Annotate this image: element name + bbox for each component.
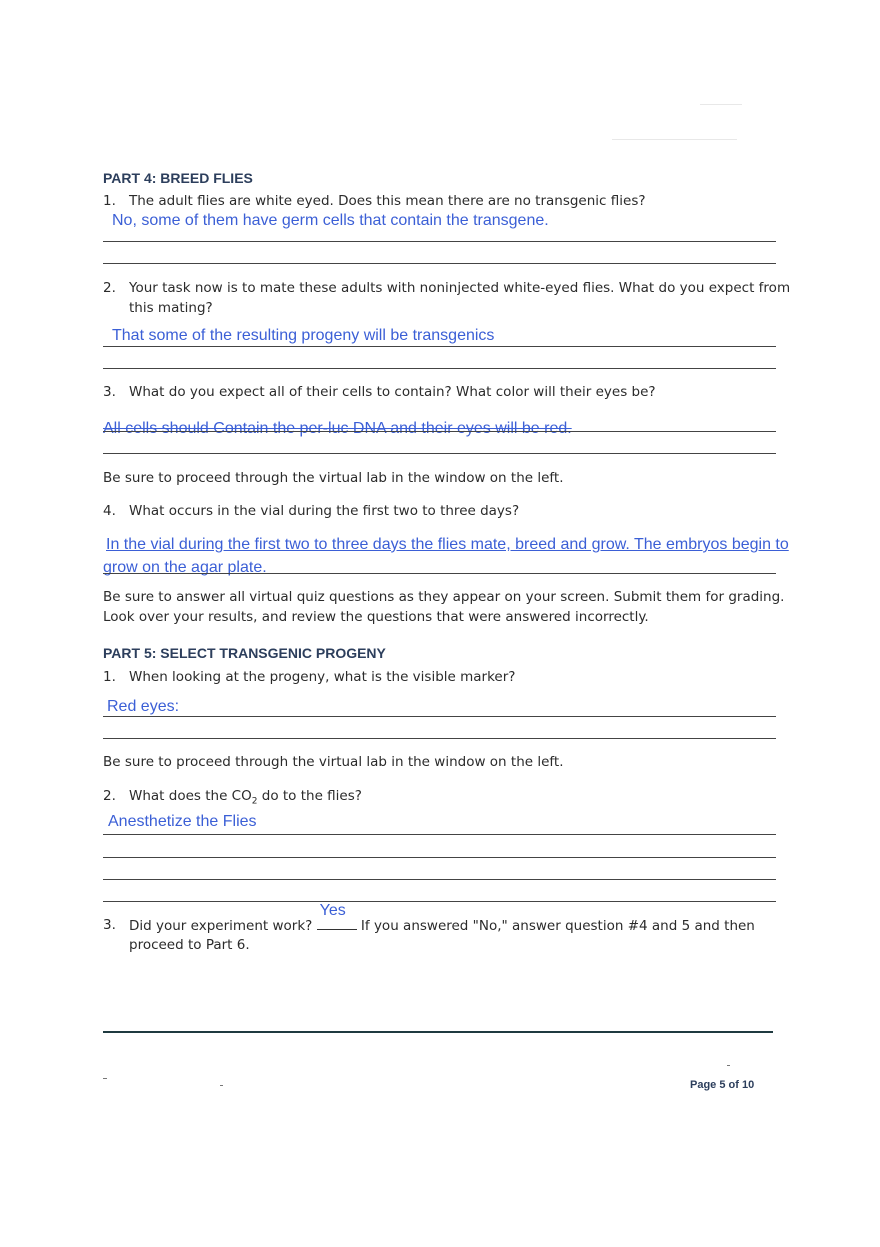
answer-line <box>103 431 776 432</box>
question-number: 3. <box>103 384 116 400</box>
part5-heading: PART 5: SELECT TRANSGENIC PROGENY <box>103 645 386 661</box>
part4-quiz-note <box>103 587 803 627</box>
part4-question-4 <box>103 501 783 521</box>
part4-question-2 <box>103 278 793 318</box>
question-text: The adult flies are white eyed. Does this mean there are no transgenic flies? <box>129 193 646 209</box>
answer-line <box>103 573 776 574</box>
co2-subscript: 2 <box>251 796 258 807</box>
quiz-note-line1: Be sure to answer all virtual quiz questions as they appear on your screen. Submit them for grading. <box>103 589 785 605</box>
question-text-continued: proceed to Part 6. <box>129 937 250 953</box>
part5-question-3 <box>103 902 803 955</box>
question-number: 4. <box>103 503 116 519</box>
answer-line <box>103 368 776 369</box>
part5-answer-3: Yes <box>319 902 346 919</box>
question-text-part: What does the CO <box>129 788 252 804</box>
part5-answer-2[interactable]: Anesthetize the Flies <box>108 813 257 830</box>
scan-mark <box>700 104 742 105</box>
question-text: Your task now is to mate these adults with noninjected white-eyed flies. What do you expect from <box>129 280 791 296</box>
part4-question-1 <box>103 191 783 211</box>
question-text-part: do to the flies? <box>257 788 362 804</box>
part5-question-1 <box>103 667 783 687</box>
answer-line <box>103 901 776 902</box>
question-text <box>129 786 362 812</box>
question-text-part: If you answered "No," answer question #4 and 5 and then <box>360 918 755 934</box>
answer-line <box>103 453 776 454</box>
question-text-continued: this mating? <box>129 300 213 316</box>
question-number: 2. <box>103 788 116 804</box>
part5-question-2 <box>103 786 783 806</box>
yes-no-blank[interactable] <box>317 902 357 930</box>
page-number: Page 5 of 10 <box>690 1079 755 1091</box>
part4-heading: PART 4: BREED FLIES <box>103 170 253 186</box>
part4-answer-4-line2[interactable]: grow on the agar plate. <box>103 559 267 576</box>
question-text: What occurs in the vial during the first two to three days? <box>129 503 520 519</box>
answer-line <box>103 857 776 858</box>
part5-answer-1[interactable]: Red eyes: <box>107 698 180 715</box>
part4-proceed-note: Be sure to proceed through the virtual lab in the window on the left. <box>103 470 564 486</box>
answer-line <box>103 834 776 835</box>
scan-mark <box>612 139 737 140</box>
question-text-part: Did your experiment work? <box>129 918 313 934</box>
quiz-note-line2: Look over your results, and review the questions that were answered incorrectly. <box>103 609 649 625</box>
question-number: 1. <box>103 669 116 685</box>
scan-mark <box>103 1078 107 1079</box>
answer-line <box>103 241 776 242</box>
question-text: What do you expect all of their cells to contain? What color will their eyes be? <box>129 384 656 400</box>
question-number: 1. <box>103 193 116 209</box>
answer-line <box>103 346 776 347</box>
question-number: 3. <box>103 917 116 933</box>
answer-line <box>103 716 776 717</box>
part4-answer-3[interactable]: All cells should Contain the per-luc DNA and their eyes will be red. <box>103 420 572 437</box>
answer-line <box>103 738 776 739</box>
question-text <box>129 902 755 936</box>
footer-rule <box>103 1031 773 1033</box>
part4-answer-4-line1[interactable]: In the vial during the first two to three days the flies mate, breed and grow. The embryos begin to <box>106 536 789 553</box>
scan-mark <box>220 1085 223 1086</box>
question-text: When looking at the progeny, what is the visible marker? <box>129 669 516 685</box>
part4-answer-1[interactable]: No, some of them have germ cells that contain the transgene. <box>112 212 549 229</box>
part4-question-3 <box>103 382 783 402</box>
answer-line <box>103 879 776 880</box>
answer-line <box>103 263 776 264</box>
part4-answer-2[interactable]: That some of the resulting progeny will be transgenics <box>112 327 495 344</box>
part5-proceed-note: Be sure to proceed through the virtual lab in the window on the left. <box>103 754 564 770</box>
question-number: 2. <box>103 280 116 296</box>
scan-mark <box>727 1065 730 1066</box>
